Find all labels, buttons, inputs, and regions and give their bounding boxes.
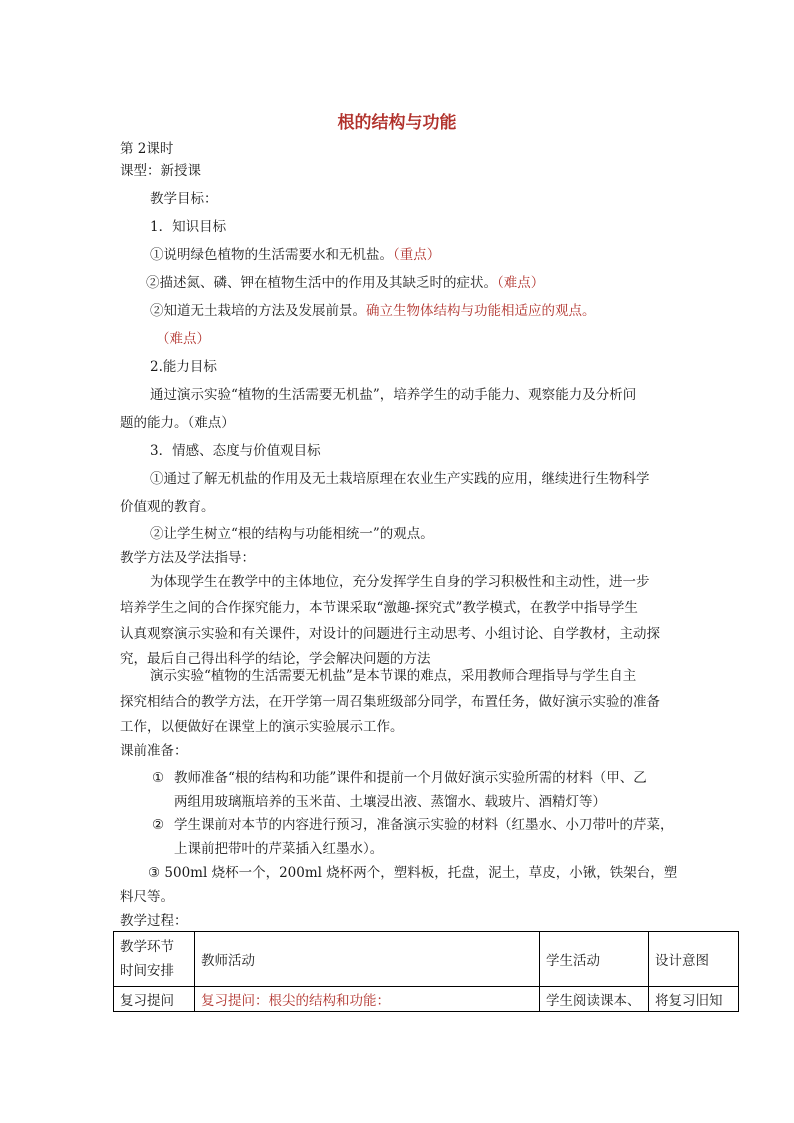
difficulty-tag: （难点） — [156, 331, 210, 347]
difficulty-tag: （难点） — [497, 275, 545, 291]
knowledge-item-2-text: ②描述氮、磷、钾在植物生活中的作用及其缺乏时的症状。 — [146, 275, 497, 291]
ability-heading: 2.能力目标 — [150, 359, 217, 375]
ability-paragraph-line: 题的能力。（难点） — [120, 415, 235, 431]
table-header-row — [114, 932, 739, 987]
emotion-item-2: ②让学生树立“根的结构与功能相统一”的观点。 — [150, 526, 434, 542]
prep-item-3-line: 料尺等。 — [120, 889, 174, 905]
knowledge-item-1 — [150, 246, 440, 264]
prep-item-2-line: 上课前把带叶的芹菜插入红墨水）。 — [174, 841, 384, 857]
header-time: 时间安排 — [120, 963, 174, 979]
header-stage-time — [114, 932, 195, 987]
emotion-item-1-line: 价值观的教育。 — [120, 499, 215, 515]
process-heading: 教学过程： — [120, 913, 188, 929]
prep-item-1-line: 教师准备“根的结构和功能”课件和提前一个月做好演示实验所需的材料（甲、乙 — [174, 770, 647, 786]
methods-paragraph-line: 探究相结合的教学方法，在开学第一周召集班级部分同学，布置任务，做好演示实验的准备 — [120, 694, 660, 710]
methods-paragraph-line: 培养学生之间的合作探究能力，本节课采取“激趣-探究式”教学模式，在教学中指导学生 — [120, 600, 638, 616]
knowledge-item-1-text: ①说明绿色植物的生活需要水和无机盐。 — [150, 247, 393, 263]
methods-paragraph-line: 究，最后自己得出科学的结论，学会解决问题的方法 — [120, 651, 431, 667]
methods-heading: 教学方法及学法指导： — [120, 550, 255, 566]
emotion-item-1-line: ①通过了解无机盐的作用及无土栽培原理在农业生产实践的应用，继续进行生物科学 — [150, 471, 650, 487]
prep-item-1-number: ① — [152, 770, 165, 786]
table-cell: 复习提问：根尖的结构和功能： — [195, 987, 540, 1012]
teaching-process-table — [113, 931, 739, 1012]
page-title: 根的结构与功能 — [337, 113, 457, 133]
header-student-activity: 学生活动 — [540, 932, 649, 987]
emotion-heading: 3．情感、态度与价值观目标 — [150, 443, 321, 459]
knowledge-item-2 — [146, 274, 544, 292]
knowledge-item-3-text: ②知道无土栽培的方法及发展前景。 — [150, 303, 366, 319]
table-row — [114, 987, 739, 1012]
ability-paragraph-line: 通过演示实验“植物的生活需要无机盐”，培养学生的动手能力、观察能力及分析问 — [150, 387, 637, 403]
prep-item-3-line: ③ 500ml 烧杯一个，200ml 烧杯两个，塑料板，托盘，泥土，草皮，小锹，铁架台，塑 — [148, 865, 678, 881]
table-cell: 学生阅读课本、 — [540, 987, 649, 1012]
prep-item-2-line: 学生课前对本节的内容进行预习，准备演示实验的材料（红墨水、小刀带叶的芹菜， — [174, 817, 674, 833]
knowledge-item-3 — [150, 302, 596, 320]
methods-paragraph-line: 演示实验“植物的生活需要无机盐”是本节课的难点，采用教师合理指导与学生自主 — [150, 668, 637, 684]
lesson-type: 课型：新授课 — [120, 163, 201, 179]
prep-heading: 课前准备： — [120, 743, 188, 759]
methods-paragraph-line: 为体现学生在教学中的主体地位，充分发挥学生自身的学习积极性和主动性，进一步 — [150, 574, 650, 590]
knowledge-item-3-highlight: 确立生物体结构与功能相适应的观点。 — [366, 303, 596, 319]
header-stage: 教学环节 — [120, 939, 174, 955]
objectives-heading: 教学目标： — [150, 191, 218, 207]
header-teacher-activity: 教师活动 — [195, 932, 540, 987]
lesson-number: 第 2课时 — [120, 141, 174, 157]
methods-paragraph-line: 工作，以便做好在课堂上的演示实验展示工作。 — [120, 719, 404, 735]
knowledge-heading: 1．知识目标 — [150, 219, 227, 235]
header-design-intent: 设计意图 — [649, 932, 739, 987]
methods-paragraph-line: 认真观察演示实验和有关课件，对设计的问题进行主动思考、小组讨论、自学教材，主动探 — [120, 626, 660, 642]
prep-item-1-line: 两组用玻璃瓶培养的玉米苗、土壤浸出液、蒸馏水、载玻片、酒精灯等） — [174, 794, 606, 810]
prep-item-2-number: ② — [152, 817, 165, 833]
table-cell: 复习提问 — [114, 987, 195, 1012]
key-point-tag: （重点） — [393, 247, 441, 263]
table-cell: 将复习旧知 — [649, 987, 739, 1012]
